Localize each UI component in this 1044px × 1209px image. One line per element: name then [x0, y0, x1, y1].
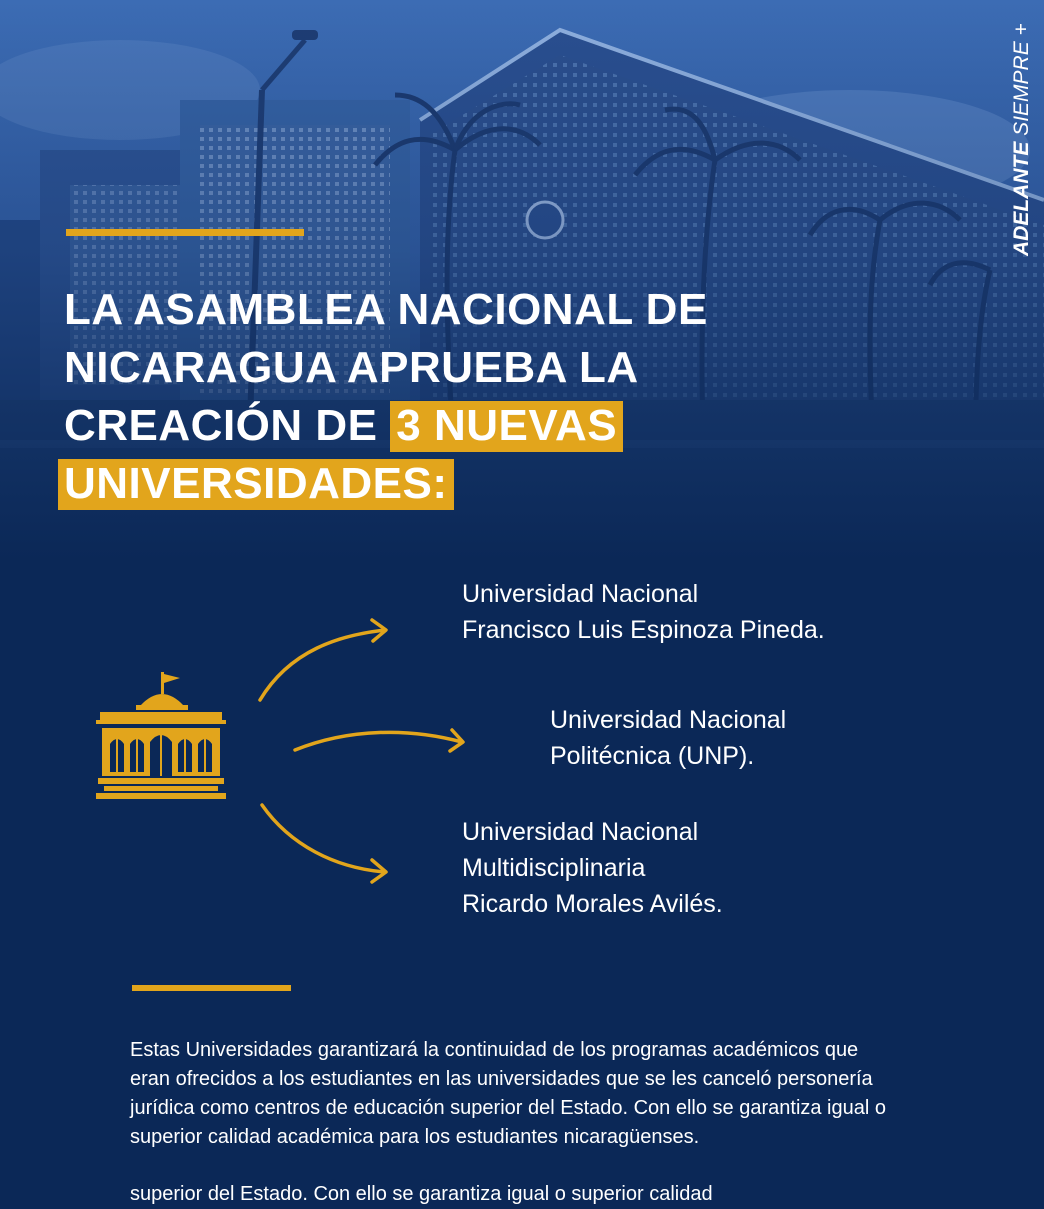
body-overflow-line: superior del Estado. Con ello se garantiza igual o superior calidad	[130, 1183, 713, 1205]
curved-arrow-icon	[262, 805, 386, 882]
headline-line-3-plain: CREACIÓN DE	[64, 401, 378, 451]
university-item-3	[462, 814, 723, 922]
brand-light: SIEMPRE +	[1010, 23, 1033, 136]
university-3-line-3: Ricardo Morales Avilés.	[462, 890, 723, 918]
curved-arrow-icon	[260, 620, 386, 700]
university-2-line-1: Universidad Nacional	[550, 706, 787, 734]
headline-line-4	[64, 455, 824, 513]
university-3-line-1: Universidad Nacional	[462, 818, 699, 846]
headline-highlight-count: 3 NUEVAS	[390, 401, 623, 452]
university-1-line-2: Francisco Luis Espinoza Pineda.	[462, 616, 825, 644]
brand-strong: ADELANTE	[1010, 141, 1033, 256]
arrows-group	[250, 610, 480, 890]
title-accent-rule	[66, 229, 304, 236]
university-3-line-2: Multidisciplinaria	[462, 854, 646, 882]
university-item-1	[462, 576, 825, 648]
curved-arrow-icon	[295, 730, 463, 751]
headline	[64, 281, 824, 513]
headline-line-1: LA ASAMBLEA NACIONAL DE	[64, 285, 708, 335]
university-1-line-1: Universidad Nacional	[462, 580, 699, 608]
headline-line-2: NICARAGUA APRUEBA LA	[64, 343, 639, 393]
university-2-line-2: Politécnica (UNP).	[550, 742, 755, 770]
body-accent-rule	[132, 985, 291, 991]
headline-line-3	[64, 397, 824, 455]
headline-highlight-universities: UNIVERSIDADES:	[58, 459, 454, 510]
brand-tagline	[1004, 0, 1040, 256]
university-item-2	[550, 702, 786, 774]
body-paragraph: Estas Universidades garantizará la continuidad de los programas académicos que eran ofrecidos a los estudiantes en las universidades que se les canceló personería jurídica como centros de educación superior del Estado. Con ello se garantiza igual o superior calidad académica para los estudiantes nicaragüenses.	[130, 1039, 886, 1148]
university-building-icon	[96, 672, 226, 802]
